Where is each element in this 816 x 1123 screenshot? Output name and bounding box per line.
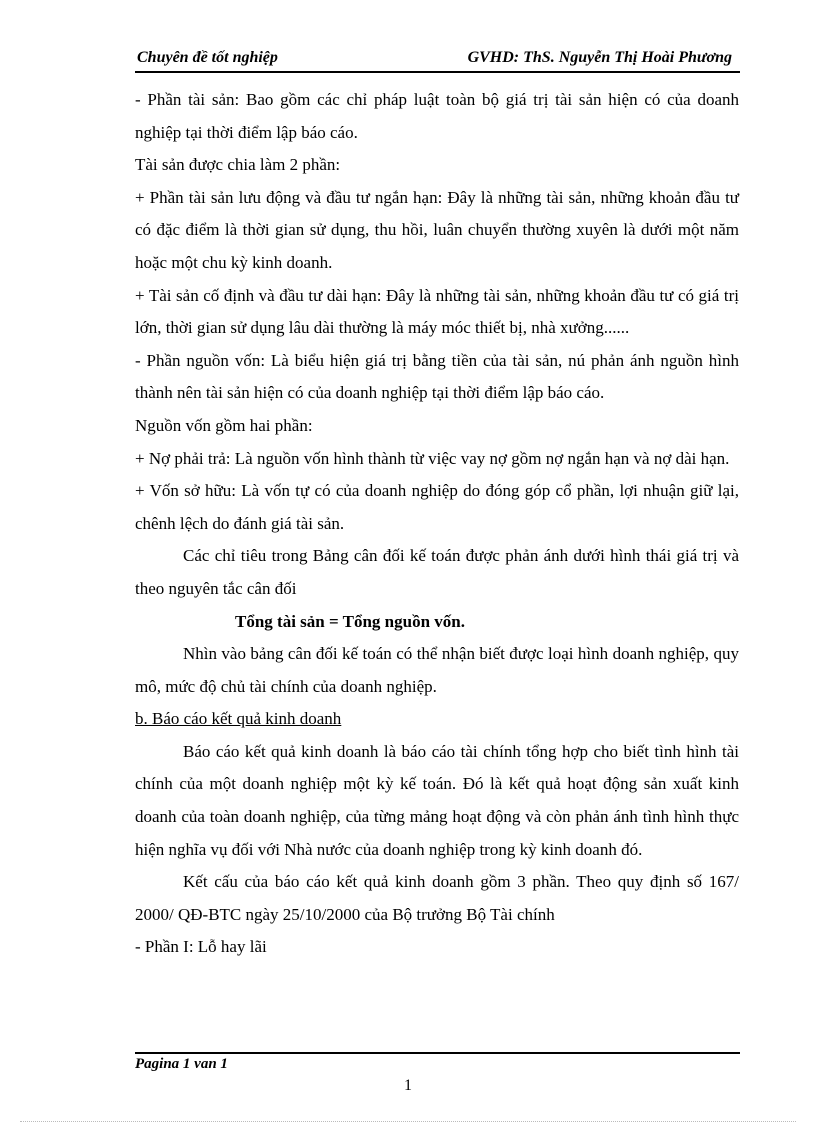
- paragraph-income-statement: Báo cáo kết quả kinh doanh là báo cáo tài chính tổng hợp cho biết tình hình tài chính của một doanh nghiệp một kỳ kế toán. Đó là kết quả hoạt động sản xuất kinh doanh của toàn doanh nghiệp, của từng mảng hoạt động và còn phản ánh tình hình thực hiện nghĩa vụ đối với Nhà nước của doanh nghiệp trong kỳ kinh doanh đó.: [135, 741, 739, 859]
- page-edge-divider: [20, 1121, 796, 1122]
- footer-pagination: Pagina 1 van 1: [135, 1056, 228, 1072]
- paragraph-balance-principle: Các chỉ tiêu trong Bảng cân đối kế toán được phản ánh dưới hình thái giá trị và theo nguyên tắc cân đối: [135, 546, 739, 598]
- paragraph-equity: + Vốn sở hữu: Là vốn tự có của doanh nghiệp do đóng góp cổ phần, lợi nhuận giữ lại, chênh lệch do đánh giá tài sản.: [135, 481, 739, 533]
- header-supervisor: GVHD: ThS. Nguyễn Thị Hoài Phương: [467, 49, 732, 66]
- paragraph-fixed-assets: + Tài sản cố định và đầu tư dài hạn: Đây là những tài sản, những khoản đầu tư có giá trị lớn, thời gian sử dụng lâu dài thường là máy móc thiết bị, nhà xưởng......: [135, 285, 739, 338]
- equation-balance: Tổng tài sản = Tổng nguồn vốn.: [235, 611, 465, 631]
- paragraph-current-assets: + Phần tài sản lưu động và đầu tư ngắn hạn: Đây là những tài sản, những khoản đầu tư có đặc điểm là thời gian sử dụng, thu hồi, luân chuyển thường xuyên là dưới một năm hoặc một chu kỳ kinh doanh.: [135, 187, 739, 272]
- header-rule: [135, 71, 740, 73]
- paragraph-part-one: - Phần I: Lỗ hay lãi: [135, 937, 267, 957]
- page-number: 1: [404, 1077, 412, 1094]
- footer-rule: [135, 1052, 740, 1054]
- section-heading-income-statement: [135, 703, 739, 736]
- header-document-title: Chuyên đề tốt nghiệp: [137, 49, 278, 66]
- paragraph-assets-split: Tài sản được chia làm 2 phần:: [135, 155, 341, 175]
- paragraph-capital-split: Nguồn vốn gồm hai phần:: [135, 415, 313, 435]
- paragraph-capital: - Phần nguồn vốn: Là biểu hiện giá trị bằng tiền của tài sản, nú phản ánh nguồn hình thành nên tài sản hiện có của doanh nghiệp tại thời điểm lập báo cáo.: [135, 350, 739, 403]
- section-heading-text: b. Báo cáo kết quả kinh doanh: [135, 709, 342, 729]
- document-body: [135, 84, 739, 964]
- paragraph-balance-insight: Nhìn vào bảng cân đối kế toán có thể nhận biết được loại hình doanh nghiệp, quy mô, mức độ chủ tài chính của doanh nghiệp.: [135, 644, 739, 696]
- paragraph-assets: - Phần tài sản: Bao gồm các chỉ pháp luật toàn bộ giá trị tài sản hiện có của doanh nghiệp tại thời điểm lập báo cáo.: [135, 90, 739, 142]
- page-header: [135, 46, 740, 70]
- paragraph-liabilities: + Nợ phải trả: Là nguồn vốn hình thành từ việc vay nợ gồm nợ ngắn hạn và nợ dài hạn.: [135, 448, 730, 468]
- paragraph-structure: Kết cấu của báo cáo kết quả kinh doanh gồm 3 phần. Theo quy định số 167/ 2000/ QĐ-BTC ngày 25/10/2000 của Bộ trưởng Bộ Tài chính: [135, 872, 739, 924]
